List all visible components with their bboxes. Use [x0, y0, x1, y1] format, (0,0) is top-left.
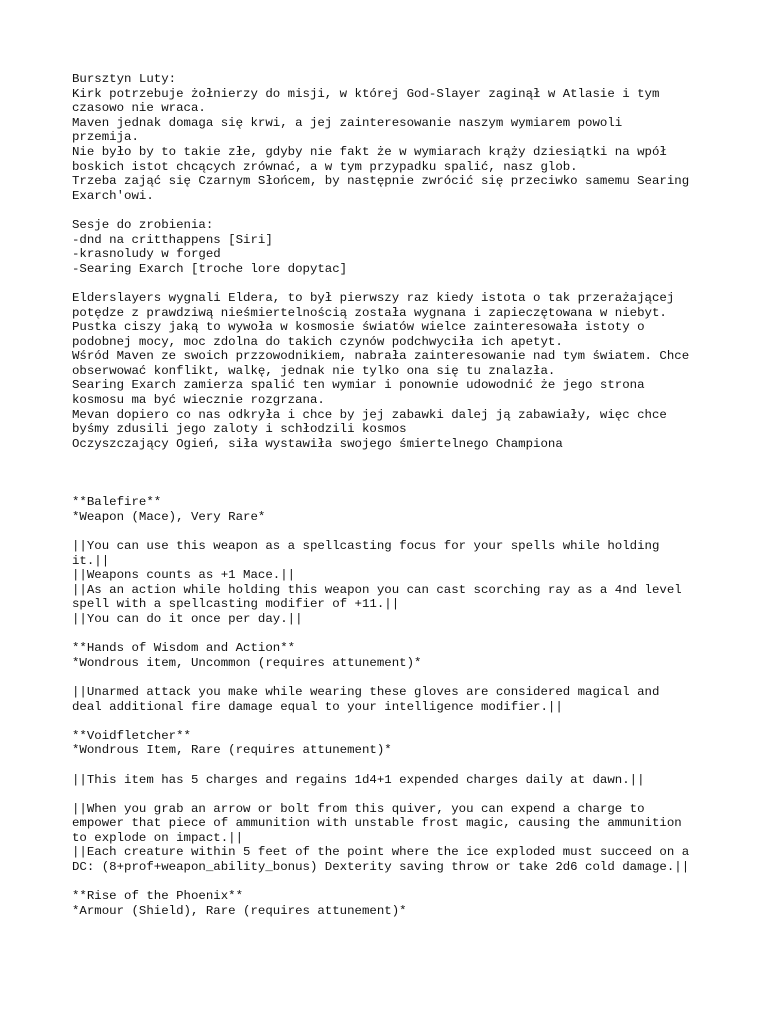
text-line: *Weapon (Mace), Very Rare* [72, 509, 266, 524]
text-line: byśmy zdusili jego zaloty i schłodzili kosmos [72, 422, 407, 437]
text-line: Kirk potrzebuje żołnierzy do misji, w której God-Slayer zaginął w Atlasie i tym [72, 86, 660, 101]
blank-line [72, 714, 712, 729]
text-line: ||You can use this weapon as a spellcasting focus for your spells while holding [72, 539, 660, 553]
text-line: -krasnoludy w forged [72, 247, 221, 262]
text-line: *Armour (Shield), Rare (requires attunement)* [72, 903, 407, 918]
text-line: empower that piece of ammunition with unstable frost magic, causing the ammunition [72, 816, 682, 831]
text-line: it.|| [72, 553, 110, 568]
text-line: *Wondrous Item, Rare (requires attunement)* [72, 743, 392, 758]
text-line: ||Unarmed attack you make while wearing these gloves are considered magical and [72, 684, 660, 699]
text-line: **Balefire** [72, 495, 162, 510]
text-line: potędze z prawdziwą nieśmiertelnością została wygnana i zapieczętowana w niebyt. [72, 305, 667, 320]
text-line: przemija. [72, 130, 139, 145]
text-line: ||You can do it once per day.|| [72, 611, 303, 626]
text-line: ||Each creature within 5 feet of the point where the ice exploded must succeed on a [72, 845, 690, 860]
text-line: **Voidfletcher** [72, 728, 191, 743]
text-line: Mevan dopiero co nas odkryła i chce by jej zabawki dalej ją zabawiały, więc chce [72, 407, 667, 422]
text-line: **Hands of Wisdom and Action** [72, 641, 296, 656]
text-line: Oczyszczający Ogień, siła wystawiła swojego śmiertelnego Championa [72, 436, 563, 451]
blank-line [72, 627, 712, 642]
text-line: podobnej mocy, moc zdolna do takich czynów podchwyciła ich apetyt. [72, 334, 563, 349]
blank-line [72, 787, 712, 802]
blank-line [72, 524, 712, 539]
text-line: czasowo nie wraca. [72, 101, 206, 116]
text-line: Sesje do zrobienia: [72, 217, 214, 232]
text-line: obserwować konflikt, walkę, jednak nie tylko ona się tu znalazła. [72, 363, 556, 378]
blank-line [72, 466, 712, 481]
text-line: Elderslayers wygnali Eldera, to był pierwszy raz kiedy istota o tak przerażającej [72, 290, 675, 305]
text-line: Wśród Maven ze swoich przzowodnikiem, nabrała zainteresowanie nad tym światem. Chce [72, 349, 690, 364]
text-line: Searing Exarch zamierza spalić ten wymiar i ponownie udowodnić że jego strona [72, 378, 645, 393]
blank-line [72, 451, 712, 466]
text-line: boskich istot chcących zrównać, a w tym przypadku spalić, nasz glob. [72, 159, 578, 174]
text-line: -dnd na critthappens [Siri] [72, 232, 273, 247]
text-line: Trzeba zająć się Czarnym Słońcem, by następnie zwrócić się przeciwko samemu Searing [72, 174, 690, 189]
blank-line [72, 481, 712, 496]
text-line: DC: (8+prof+weapon_ability_bonus) Dexterity saving throw or take 2d6 cold damage.|| [72, 860, 690, 875]
blank-line [72, 203, 712, 218]
text-line: to explode on impact.|| [72, 830, 244, 845]
text-line: deal additional fire damage equal to your intelligence modifier.|| [72, 699, 563, 714]
document-page [72, 72, 712, 918]
text-line: ||This item has 5 charges and regains 1d4+1 expended charges daily at dawn.|| [72, 772, 645, 787]
text-line: ||As an action while holding this weapon you can cast scorching ray as a 4nd level [72, 582, 682, 597]
blank-line [72, 276, 712, 291]
text-line: Maven jednak domaga się krwi, a jej zainteresowanie naszym wymiarem powoli [72, 115, 623, 130]
text-line: ||Weapons counts as +1 Mace.|| [72, 568, 296, 583]
text-line: kosmosu ma być wiecznie rozgrzana. [72, 393, 325, 408]
blank-line [72, 875, 712, 890]
text-line: **Rise of the Phoenix** [72, 889, 244, 904]
text-line: Exarch'owi. [72, 188, 154, 203]
text-line: -Searing Exarch [troche lore dopytac] [72, 261, 348, 276]
text-line: *Wondrous item, Uncommon (requires attunement)* [72, 655, 422, 670]
blank-line [72, 758, 712, 773]
text-line: Bursztyn Luty: [72, 72, 177, 86]
text-line: Pustka ciszy jaką to wywoła w kosmosie światów wielce zainteresowała istoty o [72, 320, 645, 335]
blank-line [72, 670, 712, 685]
text-line: spell with a spellcasting modifier of +11.|| [72, 597, 400, 612]
text-line: Nie było by to takie złe, gdyby nie fakt że w wymiarach krąży dziesiątki na wpół [72, 144, 667, 159]
text-line: ||When you grab an arrow or bolt from this quiver, you can expend a charge to [72, 801, 645, 816]
